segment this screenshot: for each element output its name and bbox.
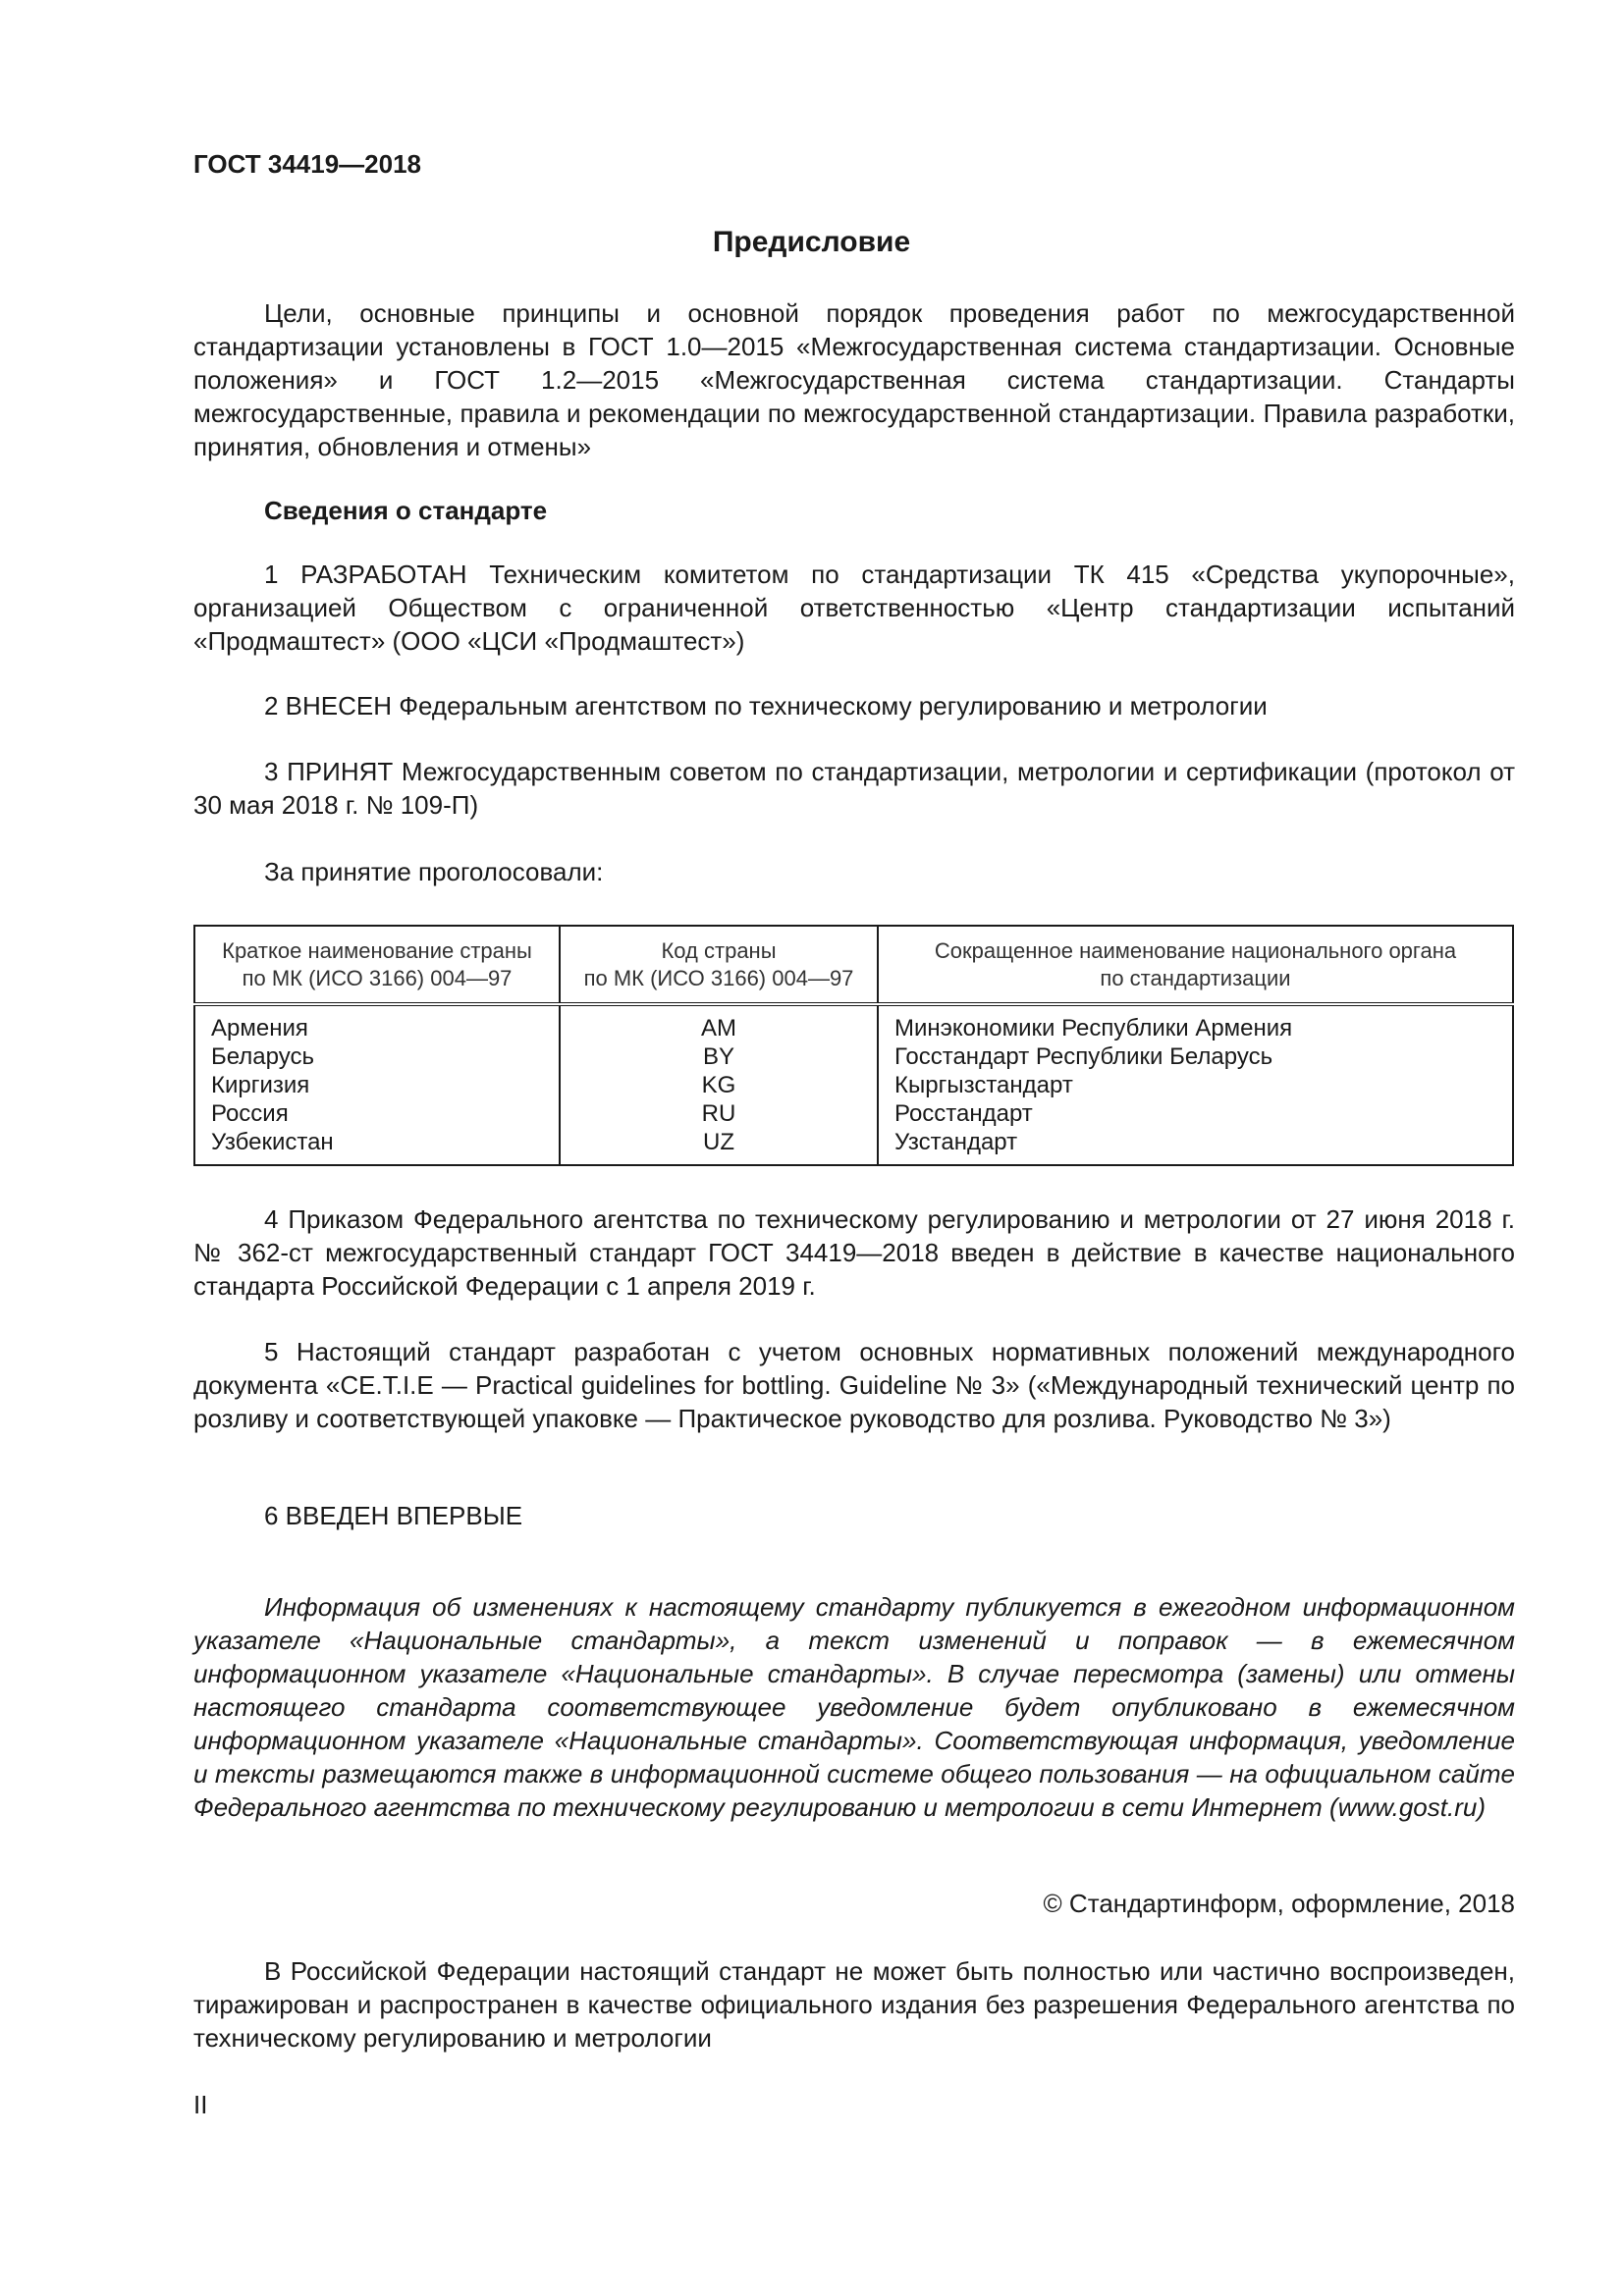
country-names-cell: [194, 1004, 560, 1165]
country-code: UZ: [703, 1129, 734, 1155]
country-name: Беларусь: [211, 1043, 314, 1070]
section-heading: Сведения о стандарте: [264, 496, 548, 525]
list-item: [193, 755, 1515, 822]
national-body: Росстандарт: [894, 1100, 1033, 1127]
rights-paragraph: [193, 1954, 1515, 2055]
header-line: по МК (ИСО 3166) 004—97: [242, 966, 513, 990]
table-body-row: [194, 1004, 1513, 1165]
header-line: Сокращенное наименование национального органа: [934, 938, 1457, 963]
countries-table: [193, 925, 1514, 1166]
header-line: Код страны: [661, 938, 777, 963]
header-country-code: [560, 926, 878, 1004]
header-line: Краткое наименование страны: [222, 938, 532, 963]
header-line: по стандартизации: [1100, 966, 1291, 990]
item-text: 5 Настоящий стандарт разработан с учетом основных нормативных положений международного документа «CE.T.I.E — Practical guidelines for bottling. Guideline № 3» («Международный технический центр по розливу и соответствующей упаковке — Практическое руководство для розлива. Руководство № 3»): [193, 1337, 1515, 1433]
item-text: 2 ВНЕСЕН Федеральным агентством по техническому регулированию и метрологии: [264, 691, 1268, 721]
intro-text: Цели, основные принципы и основной порядок проведения работ по межгосударственной стандартизации установлены в ГОСТ 1.0—2015 «Межгосударственная система стандартизации. Основные положения» и ГОСТ 1.2—2015 «Межгосударственная система стандартизации. Стандарты межгосударственные, правила и рекомендации по межгосударственной стандартизации. Правила разработки, принятия, обновления и отмены»: [193, 298, 1515, 461]
list-item: [193, 1335, 1515, 1435]
vote-lead: За принятие проголосовали:: [264, 857, 604, 886]
national-body: Минэкономики Республики Армения: [894, 1015, 1293, 1041]
information-note: [193, 1590, 1515, 1824]
national-bodies-cell: [878, 1004, 1513, 1165]
country-code: BY: [702, 1043, 734, 1070]
country-name: Армения: [211, 1015, 308, 1041]
item-text: 1 РАЗРАБОТАН Техническим комитетом по стандартизации ТК 415 «Средства укупорочные», организацией Обществом с ограниченной ответственностью «Центр стандартизации испытаний «Продмаштест» (ООО «ЦСИ «Продмаштест»): [193, 560, 1515, 656]
header-line: по МК (ИСО 3166) 004—97: [583, 966, 854, 990]
country-name: Киргизия: [211, 1072, 310, 1098]
item-text: 4 Приказом Федерального агентства по техническому регулированию и метрологии от 27 июня 2018 г. № 362-ст межгосударственный стандарт ГОСТ 34419—2018 введен в действие в качестве национального стандарта Российской Федерации с 1 апреля 2019 г.: [193, 1204, 1515, 1301]
list-item: [193, 689, 1515, 722]
intro-paragraph: [193, 296, 1515, 463]
country-name: Россия: [211, 1100, 289, 1127]
info-note-text: Информация об изменениях к настоящему стандарту публикуется в ежегодном информационном указателе «Национальные стандарты», а текст изменений и поправок — в ежемесячном информационном указателе «Национальные стандарты». В случае пересмотра (замены) или отмены настоящего стандарта соответствующее уведомление будет опубликовано в ежемесячном информационном указателе «Национальные стандарты». Соответствующая информация, уведомление и тексты размещаются также в информационной системе общего пользования — на официальном сайте Федерального агентства по техническому регулированию и метрологии в сети Интернет (www.gost.ru): [193, 1592, 1515, 1822]
document-code: ГОСТ 34419—2018: [193, 149, 421, 179]
table-header-row: [194, 926, 1513, 1004]
list-item: [193, 1499, 1515, 1532]
list-item: [193, 1202, 1515, 1303]
rights-text: В Российской Федерации настоящий стандарт не может быть полностью или частично воспроизведен, тиражирован и распространен в качестве официального издания без разрешения Федерального агентства по техническому регулированию и метрологии: [193, 1956, 1515, 2053]
country-code: RU: [701, 1100, 736, 1127]
national-body: Кыргызстандарт: [894, 1072, 1073, 1098]
national-body: Узстандарт: [894, 1129, 1018, 1155]
header-country-name: [194, 926, 560, 1004]
header-national-body: [878, 926, 1513, 1004]
item-text: 3 ПРИНЯТ Межгосударственным советом по стандартизации, метрологии и сертификации (протокол от 30 мая 2018 г. № 109-П): [193, 757, 1515, 820]
country-code: AM: [701, 1015, 736, 1041]
country-code: KG: [701, 1072, 736, 1098]
page-number: II: [193, 2090, 208, 2119]
country-codes-cell: [560, 1004, 878, 1165]
item-text: 6 ВВЕДЕН ВПЕРВЫЕ: [264, 1501, 523, 1530]
copyright-notice: © Стандартинформ, оформление, 2018: [1043, 1889, 1515, 1918]
national-body: Госстандарт Республики Беларусь: [894, 1043, 1273, 1070]
country-name: Узбекистан: [211, 1129, 334, 1155]
list-item: [193, 558, 1515, 658]
page-title: Предисловие: [712, 226, 911, 258]
